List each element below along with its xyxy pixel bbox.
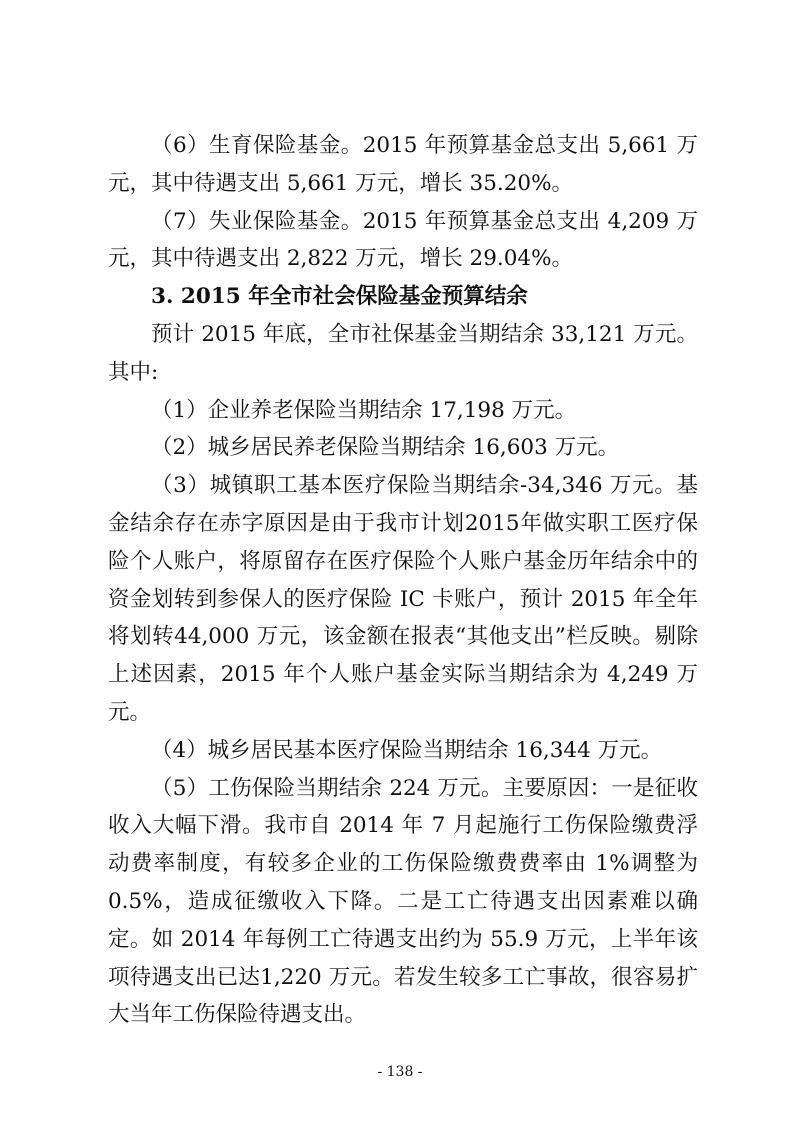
paragraph-resident-medical: （4）城乡居民基本医疗保险当期结余 16,344 万元。 bbox=[151, 737, 663, 763]
paragraph-maternity-insurance: （6）生育保险基金。2015 年预算基金总支出 5,661 万元，其中待遇支出 5,661 万元，增长 35.20%。 bbox=[108, 133, 698, 196]
document-body bbox=[108, 127, 698, 1034]
paragraph-total-balance: 预计 2015 年底，全市社保基金当期结余 33,121 万元。其中: bbox=[108, 321, 698, 385]
paragraph-resident-pension: （2）城乡居民养老保险当期结余 16,603 万元。 bbox=[151, 435, 620, 461]
page-number: - 138 - bbox=[377, 1064, 423, 1080]
section-heading: 3. 2015 年全市社会保险基金预算结余 bbox=[151, 284, 528, 310]
paragraph-unemployment-insurance: （7）失业保险基金。2015 年预算基金总支出 4,209 万元，其中待遇支出 2,822 万元，增长 29.04%。 bbox=[108, 208, 698, 272]
paragraph-enterprise-pension: （1）企业养老保险当期结余 17,198 万元。 bbox=[151, 397, 577, 423]
paragraph-employee-medical: （3）城镇职工基本医疗保险当期结余-34,346 万元。基金结余存在赤字原因是由于我市计划2015年做实职工医疗保险个人账户，将原留存在医疗保险个人账户基金历年结余中的资金划转到参保人的医疗保险 IC 卡账户，预计 2015 年全年将划转44,000 万元，该金额在报表“其他支出”栏反映。剔除上述因素，2015 年个人账户基金实际当期结余为 4,249 万元。 bbox=[108, 473, 698, 725]
paragraph-work-injury: （5）工伤保险当期结余 224 万元。主要原因：一是征收收入大幅下滑。我市自 2014 年 7 月起施行工伤保险缴费浮动费率制度，有较多企业的工伤保险缴费费率由 1%调整为 0.5%，造成征缴收入下降。二是工亡待遇支出因素难以确定。如 2014 年每例工亡待遇支出约为 55.9 万元，上半年该项待遇支出已达1,220 万元。若发生较多工亡事故，很容易扩大当年工伤保险待遇支出。 bbox=[108, 775, 698, 1028]
